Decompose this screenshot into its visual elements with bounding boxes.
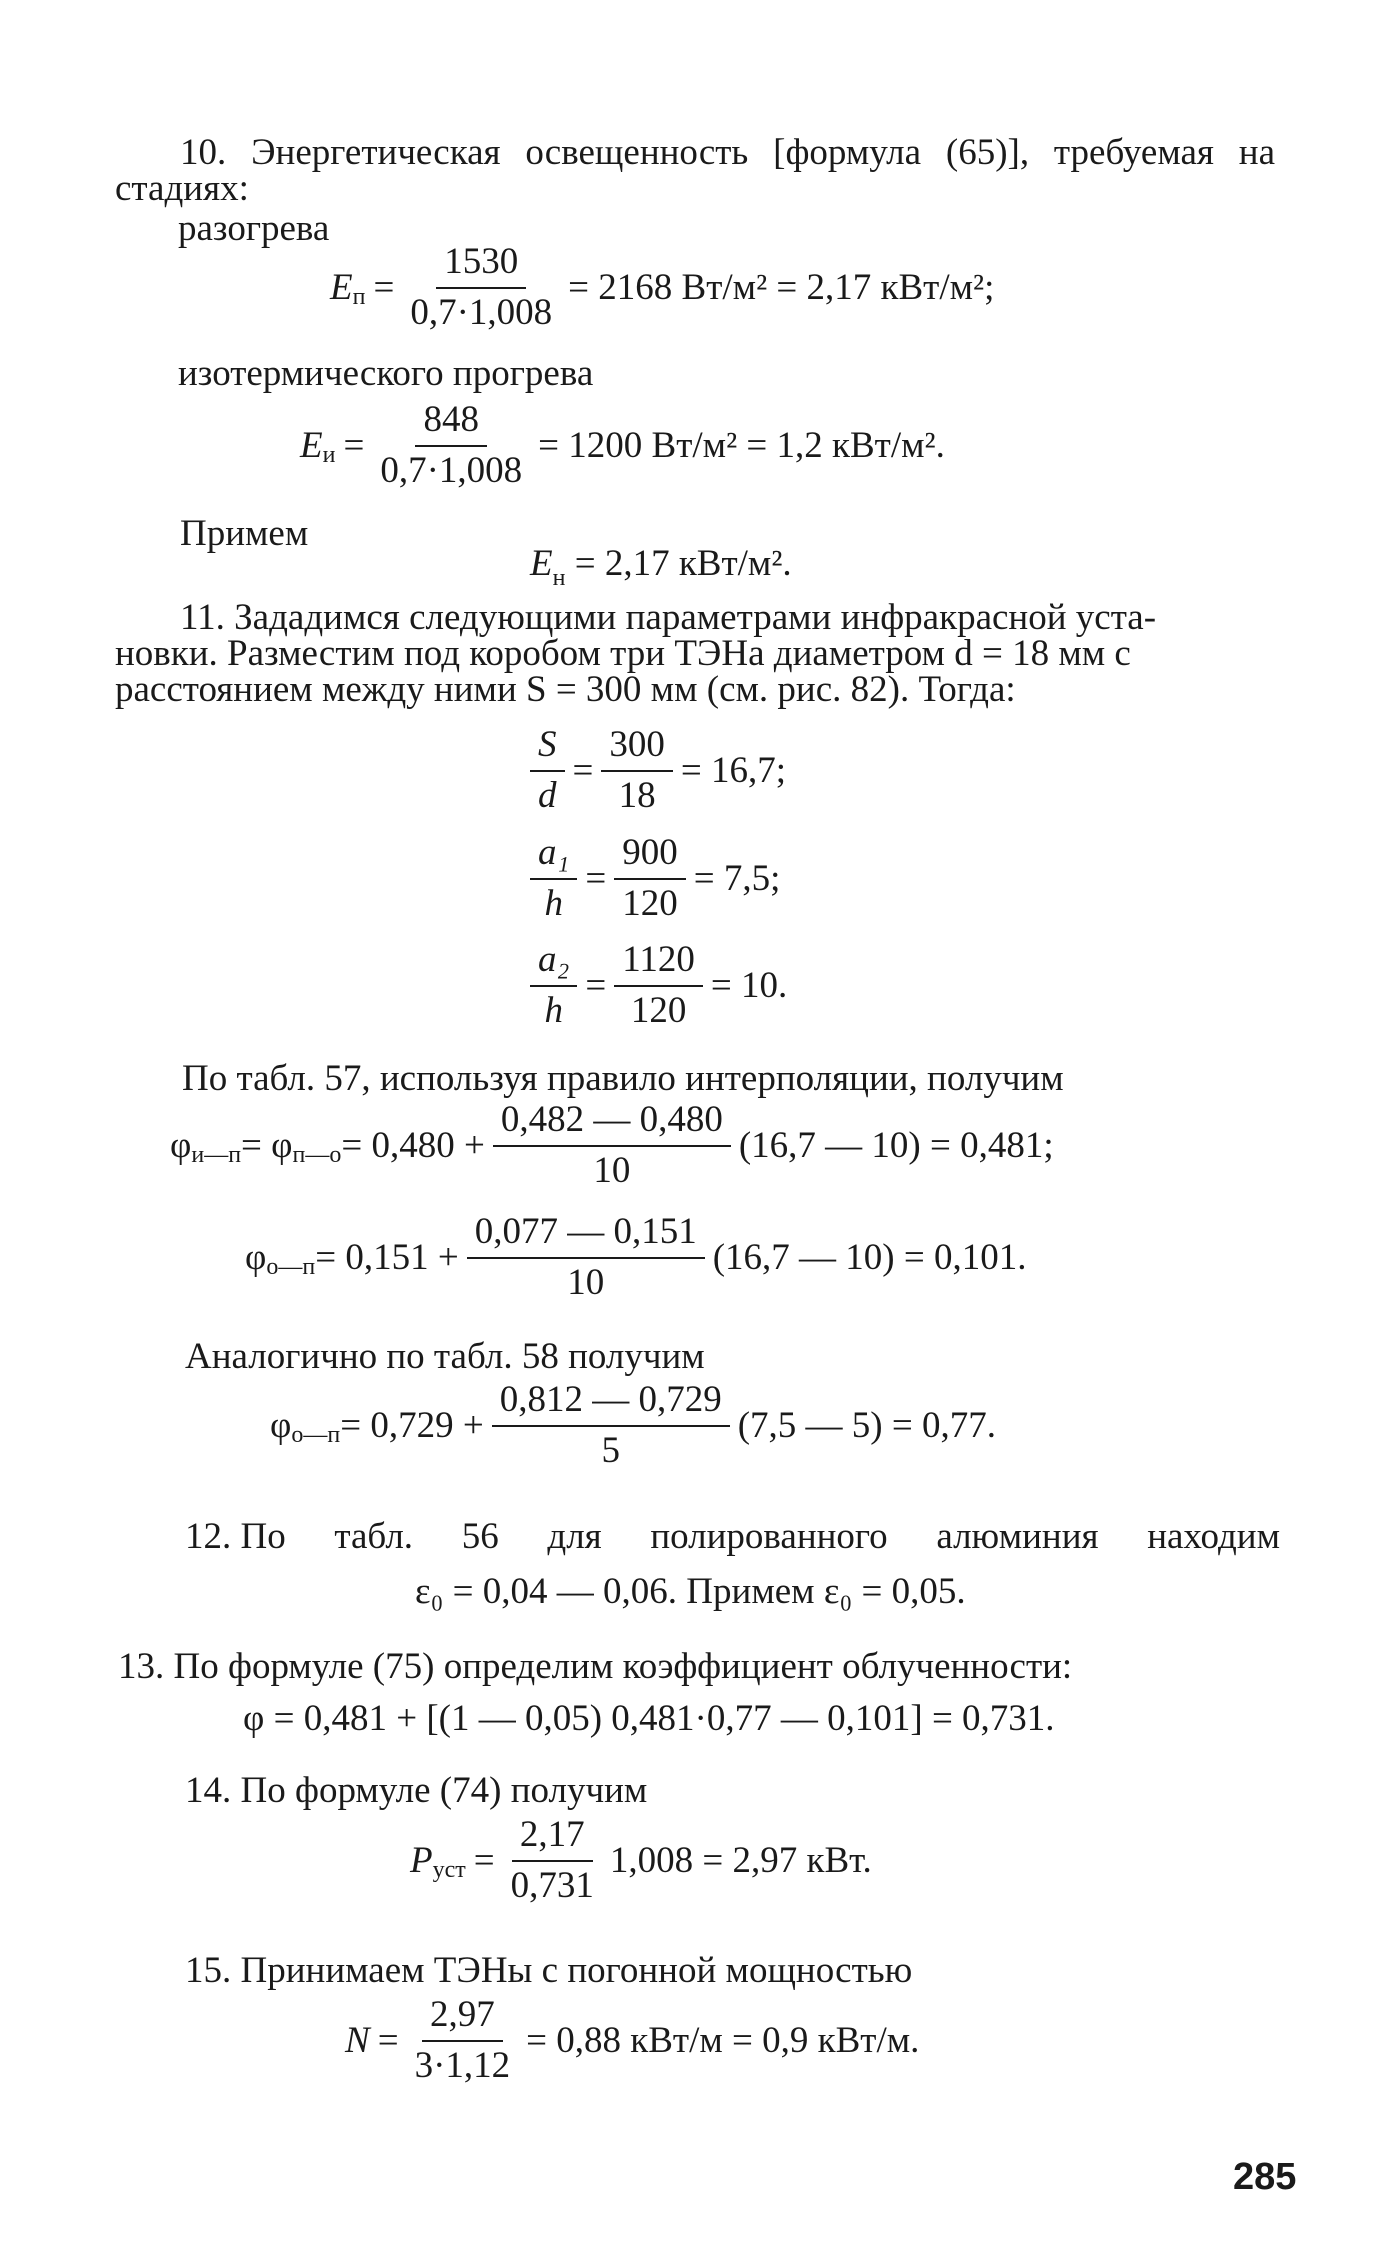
page-number: 285 bbox=[1233, 2156, 1297, 2198]
eq1-rhs: = 2168 Вт/м² = 2,17 кВт/м²; bbox=[568, 267, 995, 309]
ratio3-b-num: 1120 bbox=[614, 940, 703, 987]
ratio1-b-num: 300 bbox=[601, 725, 673, 772]
accept-lhs: E bbox=[530, 543, 553, 584]
phi1-pre: = 0,480 + bbox=[341, 1125, 485, 1167]
item12-word: полированного bbox=[650, 1516, 888, 1557]
ratio3-frac-b bbox=[614, 940, 703, 1031]
ratio2-rhs: = 7,5; bbox=[693, 858, 781, 900]
item14-line1: 14. По формуле (74) получим bbox=[185, 1770, 648, 1811]
item11-line2: новки. Разместим под коробом три ТЭНа диаметром d = 18 мм с bbox=[115, 633, 1131, 674]
item10-eq1: E п = $\frac{1530}{0,7\cdot 1,008}$ = 2168 Вт/м² = 2,17 кВт/м²; bbox=[330, 241, 995, 333]
ratio3-rhs: = 10. bbox=[710, 965, 788, 1007]
item10-line1: 10. Энергетическая освещенность [формула (65)], требуемая на bbox=[180, 132, 1275, 173]
phi1-mid: = φ bbox=[241, 1125, 293, 1167]
eq1-num: 1530 bbox=[436, 242, 526, 289]
item15-frac bbox=[407, 1995, 519, 2086]
item14-den: 0,731 bbox=[510, 1864, 594, 1906]
eq2-lhs: E bbox=[300, 425, 323, 467]
item10-stage1-label: разогрева bbox=[178, 208, 330, 249]
item15-line1: 15. Принимаем ТЭНы с погонной мощностью bbox=[185, 1950, 913, 1991]
item10-stage2-label: изотермического прогрева bbox=[178, 353, 594, 394]
item12-word: алюминия bbox=[936, 1516, 1099, 1557]
item14-num: 2,17 bbox=[512, 1815, 593, 1862]
ratio1-frac-a bbox=[530, 725, 565, 816]
item12-word: находим bbox=[1147, 1516, 1280, 1557]
item10-accept-label: Примем bbox=[180, 513, 309, 554]
ratio3-frac-a bbox=[530, 940, 577, 1031]
analog-line: Аналогично по табл. 58 получим bbox=[185, 1336, 705, 1377]
item10-paragraph bbox=[115, 132, 1275, 209]
item14-frac bbox=[503, 1815, 602, 1906]
ratio1-b-den: 18 bbox=[618, 774, 656, 816]
ratio2-frac-a bbox=[530, 833, 577, 924]
ratio3-b-den: 120 bbox=[630, 989, 687, 1031]
phi2-den: 10 bbox=[567, 1261, 605, 1303]
item14-rhs: 1,008 = 2,97 кВт. bbox=[609, 1840, 872, 1882]
item12-line1 bbox=[185, 1518, 1280, 1555]
phi1-num: 0,482 — 0,480 bbox=[493, 1100, 731, 1147]
accept-sub: н bbox=[552, 565, 566, 591]
item15-lhs: N bbox=[345, 2020, 370, 2062]
item14-eq: P уст = $\frac{2,17}{0,731}$ 1,008 = 2,97 кВт. bbox=[410, 1814, 872, 1906]
item12-word: 56 bbox=[461, 1516, 499, 1557]
ratio2-frac-b bbox=[614, 833, 686, 924]
phi1-frac bbox=[493, 1100, 731, 1191]
item15-den: 3·1,12 bbox=[414, 2044, 511, 2086]
phi2-lhs: φ bbox=[245, 1237, 267, 1279]
phi2-rhs: (16,7 — 10) = 0,101. bbox=[712, 1237, 1027, 1279]
phi3-lhs: φ bbox=[270, 1405, 292, 1447]
phi2-lhs-sub: о—п bbox=[266, 1254, 316, 1281]
ratio1-a-num: S bbox=[530, 725, 565, 772]
item12-word: 12. По bbox=[185, 1516, 286, 1557]
phi2-pre: = 0,151 + bbox=[315, 1237, 459, 1279]
ratio1-rhs: = 16,7; bbox=[680, 750, 787, 792]
phi3-frac bbox=[492, 1380, 730, 1471]
ratio-3: $\frac{\text{a₂}}{h}$ = $\frac{1120}{120}$ = 10. bbox=[522, 940, 787, 1031]
phi3-rhs: (7,5 — 5) = 0,77. bbox=[737, 1405, 996, 1447]
eq1-lhs-sub: п bbox=[352, 284, 366, 311]
item11-line1: 11. Зададимся следующими параметрами инфракрасной уста- bbox=[180, 597, 1157, 638]
eq1-den: 0,7·1,008 bbox=[410, 291, 553, 333]
phi-eq-1 bbox=[170, 1100, 1054, 1191]
phi1-lhs-sub: и—п bbox=[191, 1142, 242, 1169]
item10-line2: стадиях: bbox=[115, 168, 249, 209]
item11-paragraph bbox=[115, 597, 1275, 710]
phi1-lhs: φ bbox=[170, 1125, 192, 1167]
ratio-1: $\frac{S}{d}$ = $\frac{300}{18}$ = 16,7; bbox=[522, 725, 786, 816]
phi1-mid-sub: п—о bbox=[292, 1142, 342, 1169]
phi-eq-2 bbox=[245, 1212, 1026, 1303]
ratio2-a-den: h bbox=[544, 882, 563, 924]
ratio1-frac-b bbox=[601, 725, 673, 816]
item12-word: табл. bbox=[334, 1516, 414, 1557]
interp-line: По табл. 57, используя правило интерполяции, получим bbox=[182, 1058, 1064, 1099]
phi3-den: 5 bbox=[601, 1429, 620, 1471]
phi3-lhs-sub: о—п bbox=[291, 1422, 341, 1449]
eq1-lhs: E bbox=[330, 267, 353, 309]
eq2-rhs: = 1200 Вт/м² = 1,2 кВт/м². bbox=[538, 425, 945, 467]
item10-eq2: E и = $\frac{848}{0,7\cdot 1,008}$ = 1200 Вт/м² = 1,2 кВт/м². bbox=[300, 399, 945, 491]
item10-accept-eq bbox=[530, 543, 792, 591]
accept-rhs: = 2,17 кВт/м². bbox=[574, 543, 792, 584]
phi1-rhs: (16,7 — 10) = 0,481; bbox=[738, 1125, 1054, 1167]
item13-line2: φ = 0,481 + [(1 — 0,05) 0,481·0,77 — 0,101] = 0,731. bbox=[243, 1698, 1055, 1739]
item13-line1: 13. По формуле (75) определим коэффициент облученности: bbox=[118, 1646, 1073, 1687]
phi3-num: 0,812 — 0,729 bbox=[492, 1380, 730, 1427]
item12-line2: ε₀ = 0,04 — 0,06. Примем ε₀ = 0,05. bbox=[415, 1571, 966, 1612]
item15-num: 2,97 bbox=[422, 1995, 503, 2042]
phi2-num: 0,077 — 0,151 bbox=[467, 1212, 705, 1259]
eq2-lhs-sub: и bbox=[322, 442, 336, 469]
eq2-den: 0,7·1,008 bbox=[380, 449, 523, 491]
eq2-num: 848 bbox=[415, 400, 487, 447]
item11-line3: расстоянием между ними S = 300 мм (см. рис. 82). Тогда: bbox=[115, 669, 1016, 710]
ratio-2: $\frac{\text{a₁}}{h}$ = $\frac{900}{120}$ = 7,5; bbox=[522, 833, 780, 924]
item14-lhs: P bbox=[410, 1840, 433, 1882]
item15-eq: N = $\frac{2,97}{3\cdot 1,12}$ = 0,88 кВт/м = 0,9 кВт/м. bbox=[345, 1994, 920, 2086]
item14-lhs-sub: уст bbox=[432, 1857, 466, 1884]
ratio3-a-den: h bbox=[544, 989, 563, 1031]
ratio1-a-den: d bbox=[538, 774, 557, 816]
phi2-frac bbox=[467, 1212, 705, 1303]
eq2-fraction bbox=[372, 400, 530, 491]
ratio2-b-den: 120 bbox=[622, 882, 678, 924]
item15-rhs: = 0,88 кВт/м = 0,9 кВт/м. bbox=[526, 2020, 920, 2062]
phi1-den: 10 bbox=[593, 1149, 631, 1191]
phi3-pre: = 0,729 + bbox=[340, 1405, 484, 1447]
ratio3-a-num: a₂ bbox=[530, 940, 577, 987]
phi-eq-3 bbox=[270, 1380, 996, 1471]
ratio2-b-num: 900 bbox=[614, 833, 686, 880]
eq1-fraction bbox=[402, 242, 560, 333]
ratio2-a-num: a₁ bbox=[530, 833, 577, 880]
item12-word: для bbox=[547, 1516, 602, 1557]
